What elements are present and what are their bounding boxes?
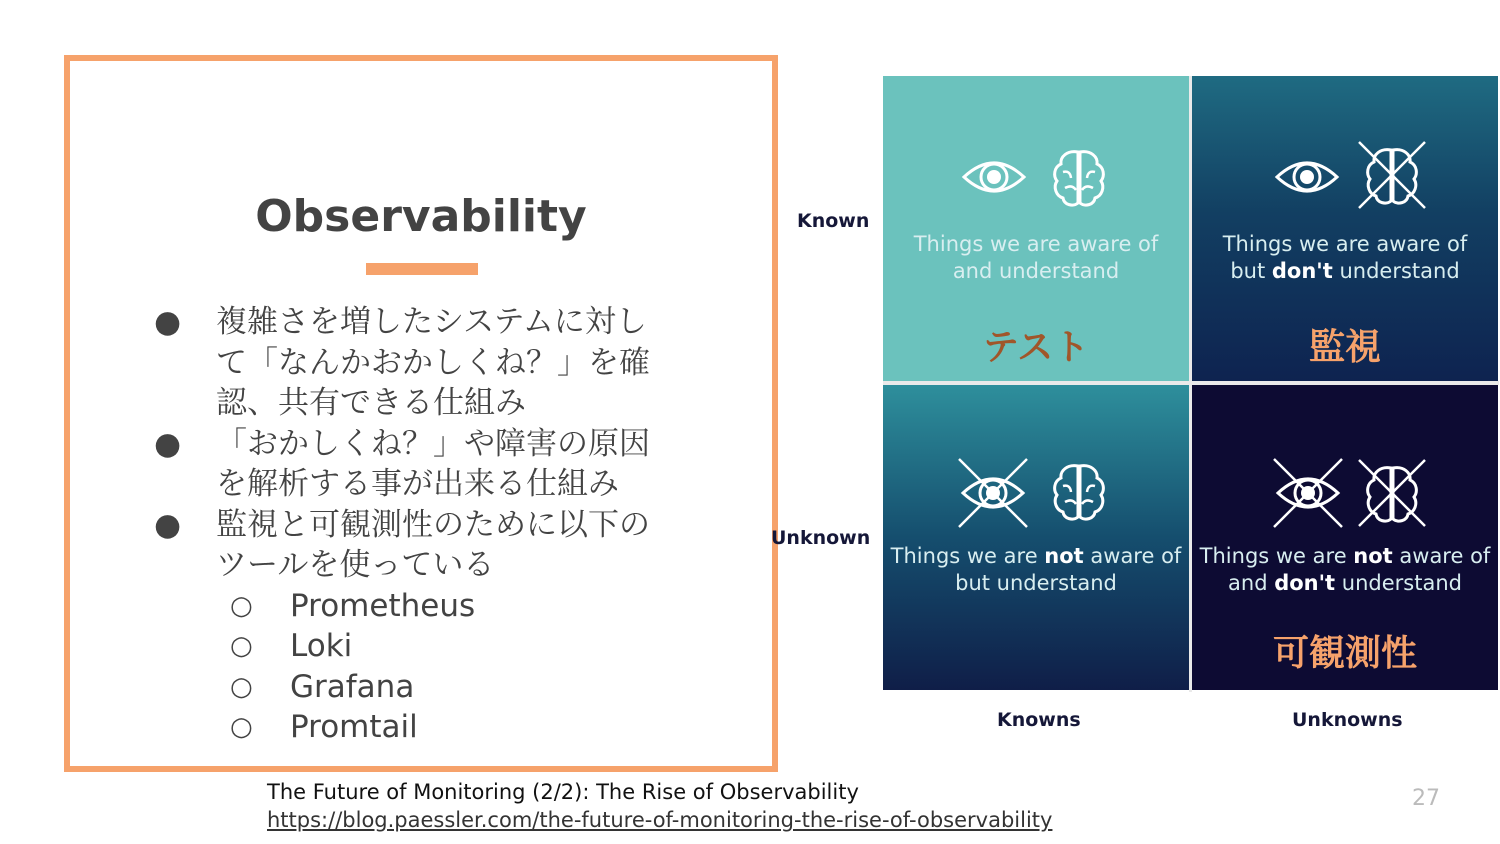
- tool-item: [216, 626, 714, 667]
- crossed-eye-icon: [1270, 456, 1346, 530]
- tool-name: Grafana: [290, 668, 415, 705]
- sub-bullet: ○: [230, 590, 253, 621]
- cell-label-observability: 可観測性: [1272, 633, 1417, 674]
- cell-text-line: and understand: [952, 259, 1120, 283]
- cell-text-line: Things we are not aware of: [1199, 544, 1491, 568]
- cell-label-test: テスト: [982, 327, 1090, 368]
- row-label-unknown: Unknown: [771, 527, 871, 549]
- bullet-item: [154, 505, 714, 748]
- bullet-line: 複雑さを増したシステムに対し: [216, 304, 647, 340]
- bullet-line: 監視と可観測性のために以下の: [216, 506, 650, 543]
- cell-description: [883, 231, 1189, 285]
- cell-text-line: Things we are not aware of: [890, 544, 1182, 568]
- bullet-item: [154, 302, 714, 424]
- bullet-line: 認、共有できる仕組み: [216, 385, 526, 421]
- bullet-line: 「おかしくね？」や障害の原因: [216, 425, 650, 462]
- bullet-dot: ●: [154, 425, 182, 462]
- tool-name: Prometheus: [290, 587, 476, 624]
- tool-name: Promtail: [290, 709, 418, 745]
- source-citation: [267, 778, 1052, 834]
- tool-list: [216, 586, 714, 748]
- cell-unknown-knowns: [883, 385, 1189, 690]
- bullet-line: ツールを使っている: [216, 547, 495, 583]
- col-label-knowns: Knowns: [997, 709, 1081, 731]
- bullet-line: て「なんかおかしくね？」を確: [216, 344, 650, 381]
- slide-title: Observability: [255, 191, 587, 242]
- row-label-known: Known: [797, 210, 870, 232]
- tool-name: Loki: [290, 628, 353, 664]
- cell-text-line: Things we are aware of: [1222, 232, 1468, 256]
- col-label-unknowns: Unknowns: [1292, 709, 1403, 731]
- crossed-brain-icon: [1355, 138, 1429, 212]
- cell-description: [883, 543, 1189, 597]
- sub-bullet: ○: [230, 712, 253, 742]
- source-link[interactable]: https://blog.paessler.com/the-future-of-monitoring-the-rise-of-observability: [267, 808, 1053, 832]
- cell-text-line: but understand: [955, 571, 1117, 595]
- cell-text-line: and don't understand: [1228, 571, 1462, 595]
- cell-description: [1192, 543, 1498, 597]
- sub-bullet: ○: [230, 671, 253, 702]
- cell-label-monitoring: 監視: [1308, 327, 1381, 368]
- crossed-brain-icon: [1355, 456, 1429, 530]
- bullet-dot: ●: [154, 304, 182, 340]
- brain-icon: [1051, 462, 1107, 522]
- eye-icon: [1274, 144, 1340, 210]
- bullet-line: を解析する事が出来る仕組み: [216, 466, 619, 502]
- content-card: [64, 55, 778, 772]
- cell-known-knowns: [883, 76, 1189, 381]
- crossed-eye-icon: [955, 456, 1031, 530]
- eye-icon: [961, 144, 1027, 210]
- cell-text-line: but don't understand: [1230, 259, 1460, 283]
- bullet-dot: ●: [154, 506, 182, 543]
- bullet-item: [154, 424, 714, 505]
- brain-icon: [1051, 148, 1107, 208]
- observability-matrix: [883, 76, 1499, 692]
- tool-item: [216, 586, 714, 627]
- cell-text-line: Things we are aware of: [913, 232, 1159, 256]
- tool-item: [216, 707, 714, 748]
- source-title: The Future of Monitoring (2/2): The Rise of Observability: [267, 780, 859, 804]
- matrix-divider-vertical: [1189, 76, 1192, 692]
- page-number: 27: [1412, 786, 1440, 811]
- bullet-list: [154, 302, 714, 748]
- cell-description: [1192, 231, 1498, 285]
- cell-known-unknowns: [1192, 76, 1498, 381]
- title-underline: [366, 263, 478, 275]
- sub-bullet: ○: [230, 631, 253, 661]
- tool-item: [216, 667, 714, 708]
- cell-unknown-unknowns: [1192, 385, 1498, 690]
